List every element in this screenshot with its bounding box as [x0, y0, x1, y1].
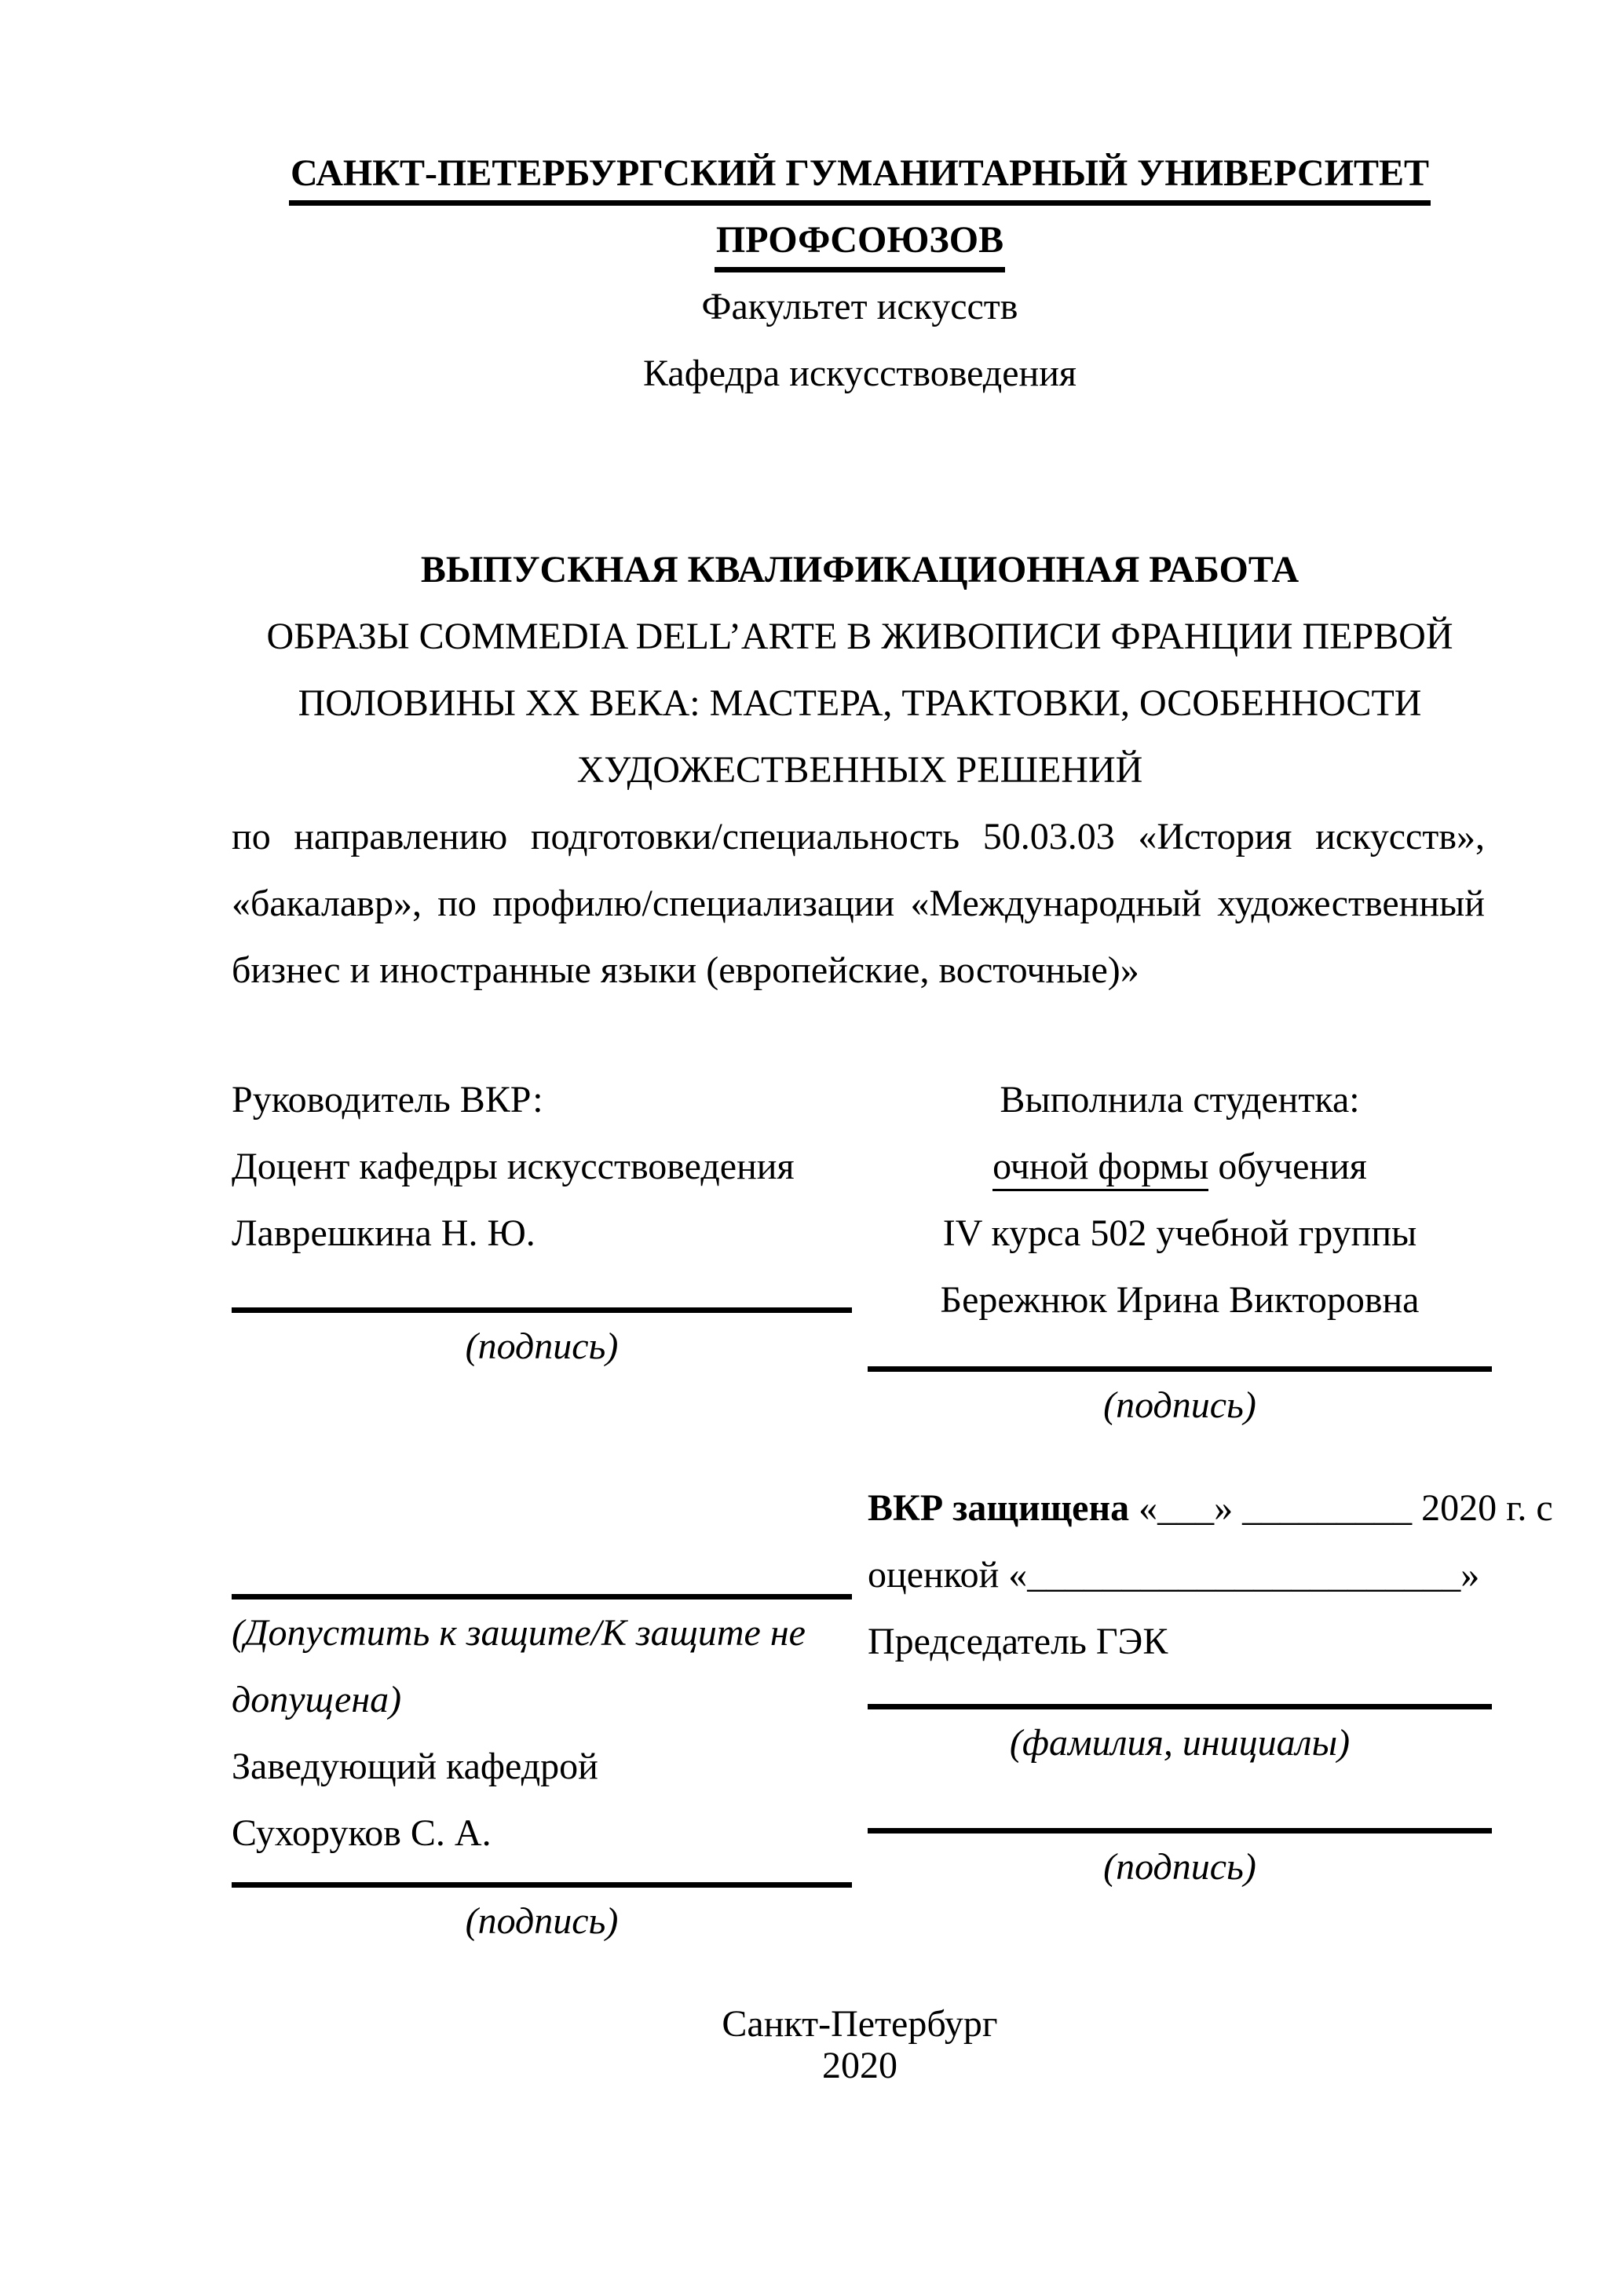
work-title-line3: ХУДОЖЕСТВЕННЫХ РЕШЕНИЙ — [576, 749, 1143, 791]
work-title-block — [232, 536, 1488, 803]
admission-decision-line — [232, 1594, 852, 1600]
supervisor-column — [232, 1066, 852, 1954]
university-name-line1-text: САНКТ-ПЕТЕРБУРГСКИЙ ГУМАНИТАРНЫЙ УНИВЕРСИТЕТ — [289, 150, 1431, 206]
program-line2: «бакалавр», по профилю/специализации «Международный художественный — [232, 883, 1485, 924]
student-study-form-underlined: очной формы — [992, 1145, 1208, 1191]
chairman-signature-caption: (подпись) — [1103, 1846, 1256, 1888]
program-line1: по направлению подготовки/специальность 50.03.03 «История искусств», — [232, 816, 1485, 857]
university-name-line2 — [232, 207, 1488, 273]
department-head-signature-line — [232, 1882, 852, 1888]
department-head-name: Сухоруков С. А. — [232, 1812, 492, 1854]
supervisor-name: Лаврешкина Н. Ю. — [232, 1212, 536, 1254]
student-column — [868, 1066, 1553, 1900]
student-study-form — [868, 1133, 1492, 1200]
chairman-signature-line — [868, 1828, 1492, 1834]
work-title-line2: ПОЛОВИНЫ XX ВЕКА: МАСТЕРА, ТРАКТОВКИ, ОСОБЕННОСТИ — [298, 682, 1422, 724]
student-study-form-rest: обучения — [1208, 1146, 1367, 1187]
chairman-label: Председатель ГЭК — [868, 1621, 1168, 1662]
department-head-signature-caption: (подпись) — [465, 1900, 619, 1942]
chairman-name-line — [868, 1704, 1492, 1709]
admission-note-line2: допущена) — [232, 1679, 402, 1720]
admission-note-line1: (Допустить к защите/К защите не — [232, 1612, 806, 1654]
student-signature-line — [868, 1366, 1492, 1372]
supervisor-signature-line — [232, 1307, 852, 1313]
footer-year: 2020 — [822, 2045, 897, 2086]
supervisor-role-label: Руководитель ВКР: — [232, 1079, 543, 1121]
student-heading: Выполнила студентка: — [1000, 1079, 1360, 1121]
footer-block — [232, 2003, 1488, 2086]
program-line3: бизнес и иностранные языки (европейские, восточные)» — [232, 949, 1139, 991]
department-head-position: Заведующий кафедрой — [232, 1746, 598, 1787]
defense-prefix: ВКР защищена — [868, 1487, 1130, 1529]
student-group: IV курса 502 учебной группы — [942, 1212, 1417, 1254]
university-name-line2-text: ПРОФСОЮЗОВ — [715, 217, 1005, 272]
student-name: Бережнюк Ирина Викторовна — [940, 1279, 1420, 1321]
program-paragraph — [232, 803, 1485, 1004]
footer-city: Санкт-Петербург — [722, 2003, 998, 2045]
defense-date-line — [868, 1475, 1553, 1541]
university-name-line1 — [232, 140, 1488, 207]
supervisor-position: Доцент кафедры искусствоведения — [232, 1146, 795, 1187]
faculty-line: Факультет искусств — [701, 286, 1018, 327]
chairman-name-caption: (фамилия, инициалы) — [1009, 1722, 1351, 1764]
work-title-line1: ОБРАЗЫ COMMEDIA DELL’ARTE В ЖИВОПИСИ ФРАНЦИИ ПЕРВОЙ — [266, 616, 1453, 657]
student-signature-caption: (подпись) — [1103, 1384, 1256, 1426]
supervisor-signature-caption: (подпись) — [465, 1325, 619, 1367]
department-line: Кафедра искусствоведения — [643, 353, 1077, 394]
defense-date-blank: «___» _________ 2020 г. с — [1129, 1487, 1553, 1529]
university-header — [232, 140, 1488, 407]
defense-grade-line: оценкой «_______________________» — [868, 1554, 1480, 1596]
work-type-label: ВЫПУСКНАЯ КВАЛИФИКАЦИОННАЯ РАБОТА — [420, 549, 1299, 590]
